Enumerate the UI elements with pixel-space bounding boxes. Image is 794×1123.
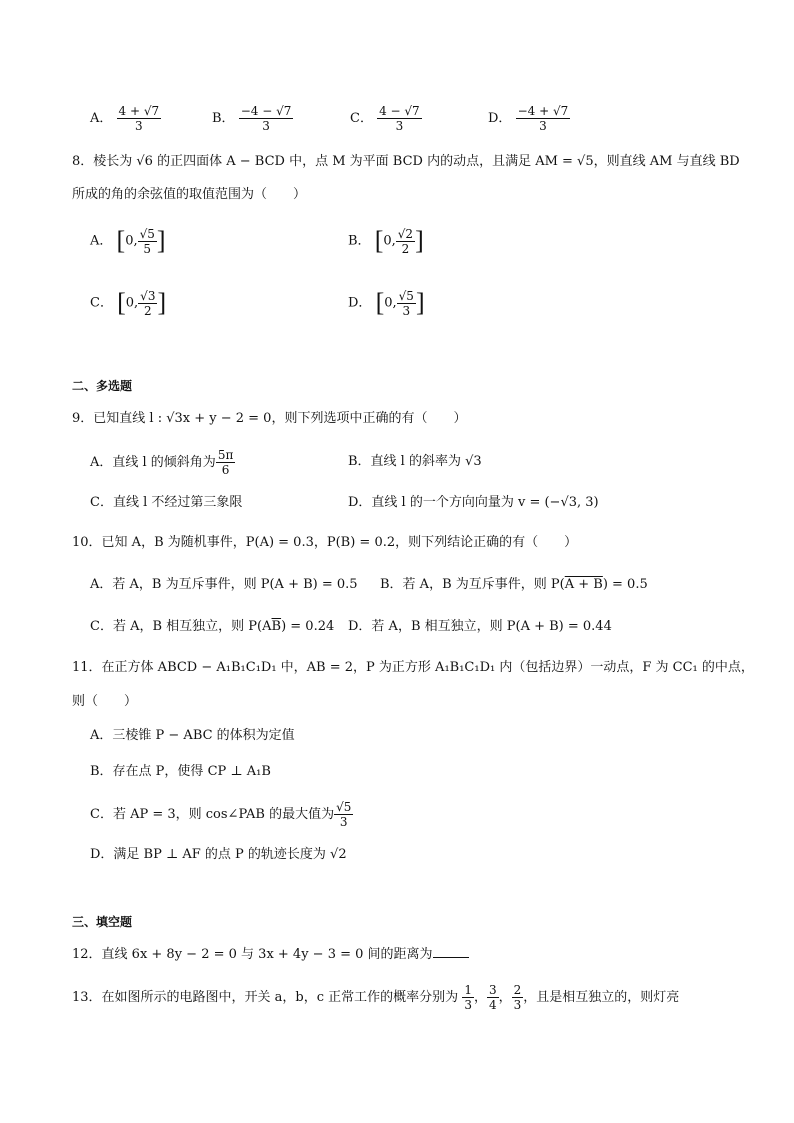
q13-stem: 13．在如图所示的电路图中，开关 a，b，c 正常工作的概率分别为 $\frac{1}{3}$ ， $\frac{3}{4}$ ， $\frac{2}{3}$ ，且是相互独立的，则灯亮 [72,983,680,1012]
fraction [138,289,157,318]
option-label: D． [348,295,372,311]
interval-low: 0, [125,295,139,311]
fraction [138,227,157,256]
denominator: 3 [395,119,404,133]
complement-expression: $\overline{B}$ [271,619,282,634]
q7-option-a [90,104,161,133]
denominator: 3 [464,998,472,1012]
left-bracket: [ [116,226,126,255]
numerator: √5 [398,288,414,303]
denominator: 2 [401,241,410,256]
right-bracket: ] [415,226,424,255]
q8-option-c [90,288,166,318]
fraction [334,800,353,829]
option-label: D． [488,111,512,126]
left-bracket: [ [374,226,384,255]
q11-stem-line2: 则（ ） [72,694,138,709]
denominator: 3 [513,998,522,1012]
numerator: 4 − √7 [379,104,420,118]
numerator: √5 [336,800,352,814]
option-text: B．若 A，B 为互斥事件，则 P( [380,577,565,592]
q8-option-b [348,226,424,256]
denominator: 4 [488,998,497,1012]
section-heading-multi-choice: 二、多选题 [72,379,133,393]
denominator: 2 [143,303,152,318]
denominator: 5 [143,241,152,256]
q10-stem: 10．已知 A，B 为随机事件，P(A) = 0.3，P(B) = 0.2，则下列结论正确的有（ ） [72,535,578,550]
interval-low: 0, [383,233,396,249]
complement-expression: A + B [564,577,603,592]
q7-option-d [488,104,570,133]
option-text: ) = 0.5 [602,577,648,592]
fraction [239,104,294,133]
q7-option-b [212,104,293,133]
option-label: B． [212,111,235,126]
fraction [462,983,474,1012]
numerator: −4 + √7 [517,104,569,118]
q12-stem [72,945,469,965]
numerator: √2 [397,226,414,241]
question-text: 13．在如图所示的电路图中，开关 a，b，c 正常工作的概率分别为 [72,990,459,1005]
numerator: √5 [139,226,155,241]
answer-blank [433,945,469,958]
numerator: 1 [464,983,472,997]
q9-option-d: D．直线 l 的一个方向向量为 v = (−√3, 3) [348,495,599,510]
section-heading-fill-in: 三、填空题 [72,915,133,929]
denominator: 3 [402,303,411,318]
fraction [377,104,422,133]
denominator: 3 [339,815,348,829]
fraction [216,448,236,477]
left-bracket: [ [375,288,385,317]
option-text: A．直线 l 的倾斜角为 [90,455,216,470]
denominator: 6 [221,463,230,477]
fraction [396,227,415,256]
q11-option-c [90,800,353,829]
right-bracket: ] [415,288,425,317]
numerator: √3 [140,288,156,303]
option-label: C． [350,111,373,126]
option-text: C．若 AP = 3，则 cos∠PAB 的最大值为 [90,807,335,822]
q7-option-c [350,104,422,133]
question-text: 12．直线 6x + 8y − 2 = 0 与 3x + 4y − 3 = 0 间的距离为 [72,947,433,962]
interval-low: 0, [384,295,397,311]
q10-option-b [380,575,648,595]
numerator: 3 [488,983,497,997]
numerator: −4 − √7 [240,104,292,118]
option-text: C．若 A，B 相互独立，则 P(A [90,619,272,634]
option-label: A． [90,111,113,126]
q8-stem-line1: 8．棱长为 √6 的正四面体 A − BCD 中，点 M 为平面 BCD 内的动点，且满足 AM = √5，则直线 AM 与直线 BD [72,154,740,169]
option-label: A． [90,233,113,249]
q9-stem: 9．已知直线 l : √3x + y − 2 = 0，则下列选项中正确的有（ ） [72,411,467,426]
fraction [516,104,571,133]
numerator: 2 [513,983,522,997]
q10-option-a: A．若 A，B 为互斥事件，则 P(A + B) = 0.5 [90,577,358,592]
numerator: 5π [217,448,234,462]
numerator: 4 + √7 [118,104,160,118]
option-label: B． [348,233,371,249]
option-text: ) = 0.24 [281,619,335,634]
fraction [397,289,416,318]
fraction [117,104,162,133]
right-bracket: ] [157,288,167,317]
q8-stem-line2: 所成的角的余弦值的取值范围为（ ） [72,187,307,202]
option-label: C． [90,295,113,311]
q11-stem-line1: 11．在正方体 ABCD − A₁B₁C₁D₁ 中，AB = 2，P 为正方形 A₁B₁C₁D₁ 内（包括边界）一动点，F 为 CC₁ 的中点， [72,660,754,675]
q9-option-c: C．直线 l 不经过第三象限 [90,495,243,510]
fraction [487,983,499,1012]
q8-option-d [348,288,425,318]
left-bracket: [ [117,288,126,317]
denominator: 3 [539,119,547,133]
q11-option-a: A．三棱锥 P − ABC 的体积为定值 [90,728,295,743]
q11-option-d: D．满足 BP ⊥ AF 的点 P 的轨迹长度为 √2 [90,847,347,862]
q11-option-b: B．存在点 P，使得 CP ⊥ A₁B [90,764,271,779]
fraction [512,983,524,1012]
q10-option-d: D．若 A，B 相互独立，则 P(A + B) = 0.44 [348,619,612,634]
q9-option-b: B．直线 l 的斜率为 √3 [348,454,482,469]
denominator: 3 [135,119,143,133]
q8-option-a [90,226,166,256]
denominator: 3 [262,119,270,133]
right-bracket: ] [156,226,166,255]
q9-option-a [90,448,235,477]
interval-low: 0, [125,233,138,249]
question-text: ，且是相互独立的，则灯亮 [523,990,680,1005]
q10-option-c [90,617,334,637]
